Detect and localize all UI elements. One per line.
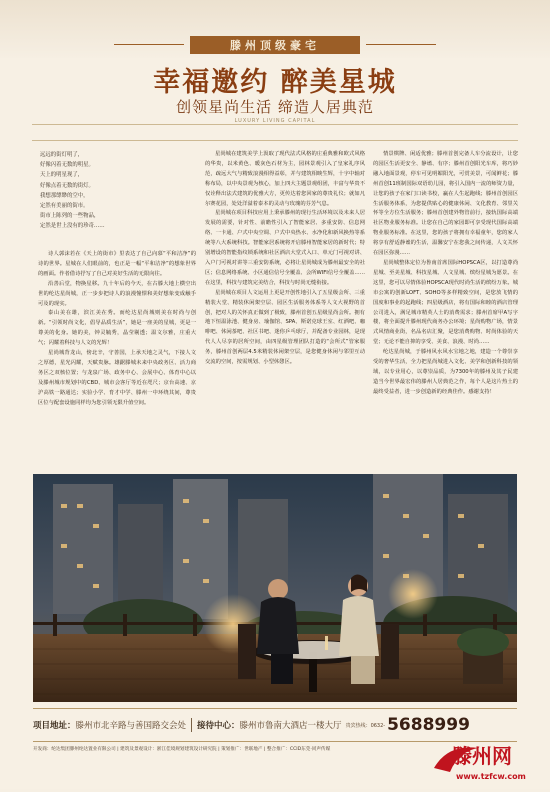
paragraph: 纶达星尚城，于滕州风水风水宝地之地，建造一个尊崇享受的奢华生活，全力把星尚城进入文化、美学和创新科技的领域，以专业用心，以尊崇品质，为7300年的滕州及其子民建造当今世界最宏伟的滕州人居典范之作，每个人是这片热土的最终受益者，进一步创造新的经典佳作。感谢支持！ xyxy=(373,349,518,395)
poem-line: 街市上陈列的一些物品， xyxy=(40,213,100,220)
paragraph: 星尚城背龙山，傍北辛，守善国，上承天地之灵气，下接人文之厚德，星光闪耀，天赋贵脉。雄踞滕城未来中央政务区、活力商务区之双核位置；与龙泉广场、政务中心、会展中心、体育中心以及滕州城市规划中的CBD、城市会客厅等近在咫尺；京台高速、京沪高铁一路通达；实验小学、育才中学、滕州一中环绕其间，尊贵区位与配套设施同样均为您引领无限升值空间。 xyxy=(38,350,196,406)
poem-line: 定然有美丽的街市。 xyxy=(40,203,89,210)
paragraph: 情景棋牌、闲适优雅；滕州首创完备人车分流设计，让您的园区生活更安全、静谧、有序；滕州首创阳光车库，将巧妙融入地面景观，停车可见明媚阳光，可赏美景，可闻鲜花；滕州首创11班制国际双语幼儿园，将引入国内一流的师资力量，让您的孩子在家门口读书校，赢在人生起跑线；滕州首创园区生活服务体系，为您提供贴心的健康休闲、文化教育、邻里关怀等全方位生活服务；滕州首创建外物管前行，接轨国际高端社区物业服务标准。让您在自己的家园即可享受现代国际高端物业服务标准。在这里，您的孩子将拥有幸福童年，您的家人将享有舒适静谧的生活，温馨安宁在您我之间传递，人文关怀在园区弥漫…… xyxy=(373,151,518,257)
poem-line: 天上的明星现了， xyxy=(40,172,84,179)
address-value: 滕州市北辛路与善国路交会处 xyxy=(75,721,187,731)
article-column-3 xyxy=(373,150,518,468)
poem-line: 定然是世上没有的珍奇…… xyxy=(40,223,105,230)
paragraph: 星尚城在项目人文运用上更是开创性地引入了五星级会所、三重精装大堂、精装休闲架空层、园区生活服务体系等人文大视野的首创，把对人的关怀真正做到了极致，滕州首创五星级星尚会所。拥有地下恒温泳池、健身房、瑜伽馆、SPA、斯诺克球王室、红酒吧、咖啡吧、休闲茶吧、社区书吧、迷你乒乓球厅，并配备专业园林，是现代人人尽享的居所空间，由四星级管理团队打造的“会所式”管家服务，滕州首创两层4.5米精装休闲架空层，是您健身休闲与邻里互动交流的空间，按需规划、小型休憩区。 xyxy=(205,289,365,366)
paragraph: 星尚城整体定位为鲁南首席国际HOPSCA区，以打造尊尚星城、至美星城、科技星城、人文星城、缤纷星城为愿景。在这里，您可以尽情体验HOPSCA现代时尚生活的缤纷万象。城市公寓的创新LOFT、SOHO等多样精致空间，是您放飞情的国度和事业的起跑线；四星级酒店，将有国际和睦的酒店管理公司进入，满足城市精英人士的消费需求；滕州首席甲A写字楼，将全面提升滕州现代商务办公环境；星尚购物广场，情景式风情商业街，名品名店汇聚，是您消费购物、时尚体验的天堂；无论不能自抑的享受、美食、浪漫、时尚…… xyxy=(373,259,518,346)
credits-line: 开发商：纶达集团滕州纶达置业有限公司 | 建筑及景观设计：浙江佳境规划建筑设计研究院 | 策划推广：世联地产 | 整合推广：CCID东莞·同声传媒 xyxy=(33,747,331,752)
article-column-1 xyxy=(38,250,196,465)
paragraph: 泰山美在雄，滨江美在秀。而纶达星尚城则美在时尚与创新。“引领时尚文化，倡导品质生活”，她是一座美的星城，更是一尊美的化身。她的美，钟灵毓秀，晶莹剔透；温文尔雅，庄重大气；闪耀着科技与人文的光辉！ xyxy=(38,310,196,347)
divider-caption: LUXURY LIVING CAPITAL xyxy=(0,118,550,124)
reception-value: 滕州市鲁南大酒店一楼大厅 xyxy=(239,721,342,731)
watermark-logo: 滕州网 xyxy=(452,744,512,768)
poem-line: 好像点着无数的街灯。 xyxy=(40,182,94,189)
paragraph: 星尚城在建筑美学上汲取了现代法式风格的庄重典雅和欧式风格的华贵，以米黄色、暖灰色石材为主，园林景观引入了皇家礼序风范，疏远大气与精致浪漫相得益彰，并与建筑相映生辉，十字中轴对称布局，以中央景观为核心，加上四大主题景观组团，丰富与华贵不仅诠释出法式建筑的优雅大方，更传达着您回家的尊贵礼仪；就如凡尔赛花园，处处洋溢着泰本的灵动与玫瑰的芬芳气息。 xyxy=(205,151,365,207)
subheadline: 创领星尚生活 缔造人居典范 xyxy=(176,98,374,116)
paragraph: 沿善后堂，物换星移。九十年后的今天，在古滕大地上横空出世的纶达星尚城，正一步步把诗人的浪漫憧憬和美好想象变成触手可及的现实。 xyxy=(38,280,196,307)
section-tag xyxy=(190,36,360,54)
headline: 幸福邀约 醉美星城 xyxy=(153,67,397,98)
poem-line: 好像闪着无数的明星。 xyxy=(40,162,94,169)
lifestyle-photo xyxy=(33,474,517,702)
article-column-2 xyxy=(205,150,365,468)
address-label: 项目地址： xyxy=(33,721,76,731)
paragraph: 星尚城在项目科技应用上秉承滕州的现行生活环境以及未来人居发展的需要，针对性、前瞻性引入了智能家居、多重安防、信息网络、一卡通、户式中央空调、户式中央热水、水净化和新风换热等系统等八大系统科技。智能家居系统将开启滕州智能家居的新时代；特别增设的智能指纹锁系统和社区酒店大堂式入口、单元门可视对讲、入户门可视对讲等三重安防系统，必将让星尚城成为滕州最安全的社区；信息网络系统、小区通信信号全覆盖、会所WIFI信号全覆盖……在这里，科技与建筑完美结合，科技与时尚无缝衔接。 xyxy=(205,210,365,286)
reception-label: 接待中心： xyxy=(197,721,240,731)
section-tag-text: 滕州顶级豪宅 xyxy=(230,39,320,52)
phone-label: 贵宾热线：0632- xyxy=(345,722,386,729)
paragraph: 诗人郭沫若在《天上的街市》里表达了自己向慕“平和洁净”的诗的世界。星城在人们眼前的，也正是一幅“平和洁净”的想象世界的画面。作者借诗抒写了自己对美好生活的无限向往。 xyxy=(38,251,196,277)
header-divider-line xyxy=(32,124,518,125)
body-top-line xyxy=(32,140,518,141)
phone-number: 5688999 xyxy=(387,715,470,735)
footer-separator xyxy=(191,718,192,732)
poem xyxy=(40,150,160,232)
poem-line: 我想那缥缈的空中， xyxy=(40,192,89,199)
poem-line: 远远的街灯明了， xyxy=(40,152,84,158)
watermark-url: www.tzfcw.com xyxy=(456,772,526,781)
footer-info-bar xyxy=(33,708,517,742)
